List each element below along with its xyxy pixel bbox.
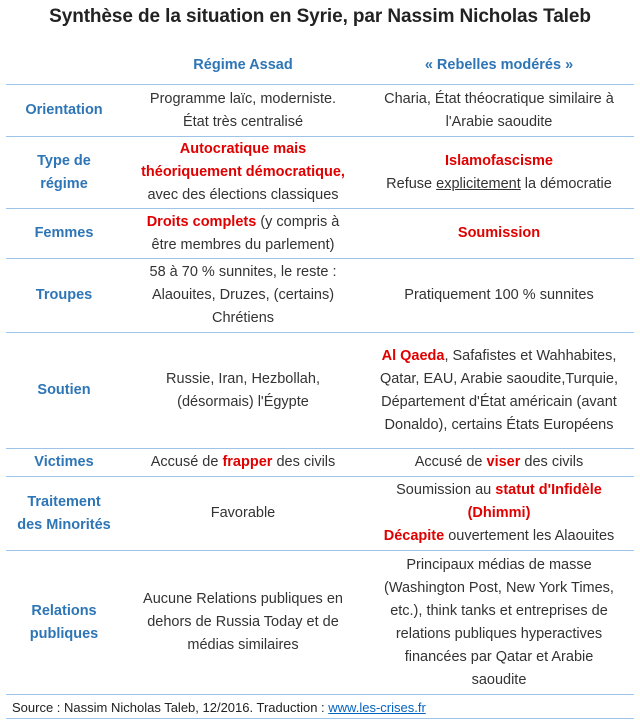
cell-rebels-troupes: Pratiquement 100 % sunnites	[364, 259, 634, 333]
cell-assad-relations: Aucune Relations publiques en dehors de Russia Today et de médias similaires	[122, 551, 364, 695]
cell-assad-soutien: Russie, Iran, Hezbollah, (désormais) l'Égypte	[122, 333, 364, 449]
cell-rebels-relations: Principaux médias de masse (Washington Post, New York Times, etc.), think tanks et entreprises de relations publiques hyperactives financées par Qatar et Arabie saoudite	[364, 551, 634, 695]
row-label-relations: Relations publiques	[6, 551, 122, 695]
row-label-regime: Type de régime	[6, 137, 122, 209]
cell-assad-minorites: Favorable	[122, 477, 364, 551]
row-relations	[6, 551, 634, 695]
col-header-assad: Régime Assad	[122, 46, 364, 85]
row-minorites	[6, 477, 634, 551]
col-header-rebels: « Rebelles modérés »	[364, 46, 634, 85]
row-label-soutien: Soutien	[6, 333, 122, 449]
cell-rebels-regime: Islamofascisme Refuse explicitement la démocratie	[364, 137, 634, 209]
comparison-table	[6, 46, 634, 695]
cell-assad-victimes: Accusé de frapper des civils	[122, 449, 364, 477]
row-troupes	[6, 259, 634, 333]
cell-rebels-victimes: Accusé de viser des civils	[364, 449, 634, 477]
cell-rebels-soutien: Al Qaeda, Safafistes et Wahhabites, Qatar, EAU, Arabie saoudite,Turquie, Département d'État américain (avant Donaldo), certains États Européens	[364, 333, 634, 449]
cell-assad-troupes: 58 à 70 % sunnites, le reste : Alaouites, Druzes, (certains) Chrétiens	[122, 259, 364, 333]
cell-rebels-femmes: Soumission	[364, 209, 634, 259]
row-orientation	[6, 85, 634, 137]
bottom-divider	[6, 718, 634, 719]
cell-assad-regime: Autocratique mais théoriquement démocratique, avec des élections classiques	[122, 137, 364, 209]
row-label-minorites: Traitement des Minorités	[6, 477, 122, 551]
cell-assad-femmes: Droits complets (y compris à être membres du parlement)	[122, 209, 364, 259]
row-label-orientation: Orientation	[6, 85, 122, 137]
row-regime	[6, 137, 634, 209]
source-line	[12, 700, 426, 715]
cell-rebels-orientation: Charia, État théocratique similaire à l'Arabie saoudite	[364, 85, 634, 137]
row-femmes	[6, 209, 634, 259]
header-row	[6, 46, 634, 85]
row-victimes	[6, 449, 634, 477]
cell-assad-orientation: Programme laïc, moderniste. État très centralisé	[122, 85, 364, 137]
page-title: Synthèse de la situation en Syrie, par Nassim Nicholas Taleb	[49, 6, 591, 27]
corner-cell	[6, 46, 122, 85]
row-soutien	[6, 333, 634, 449]
row-label-troupes: Troupes	[6, 259, 122, 333]
source-text: Source : Nassim Nicholas Taleb, 12/2016. Traduction :	[12, 700, 325, 715]
row-label-victimes: Victimes	[6, 449, 122, 477]
row-label-femmes: Femmes	[6, 209, 122, 259]
source-link[interactable]: www.les-crises.fr	[328, 700, 426, 715]
cell-rebels-minorites: Soumission au statut d'Infidèle (Dhimmi) Décapite ouvertement les Alaouites	[364, 477, 634, 551]
